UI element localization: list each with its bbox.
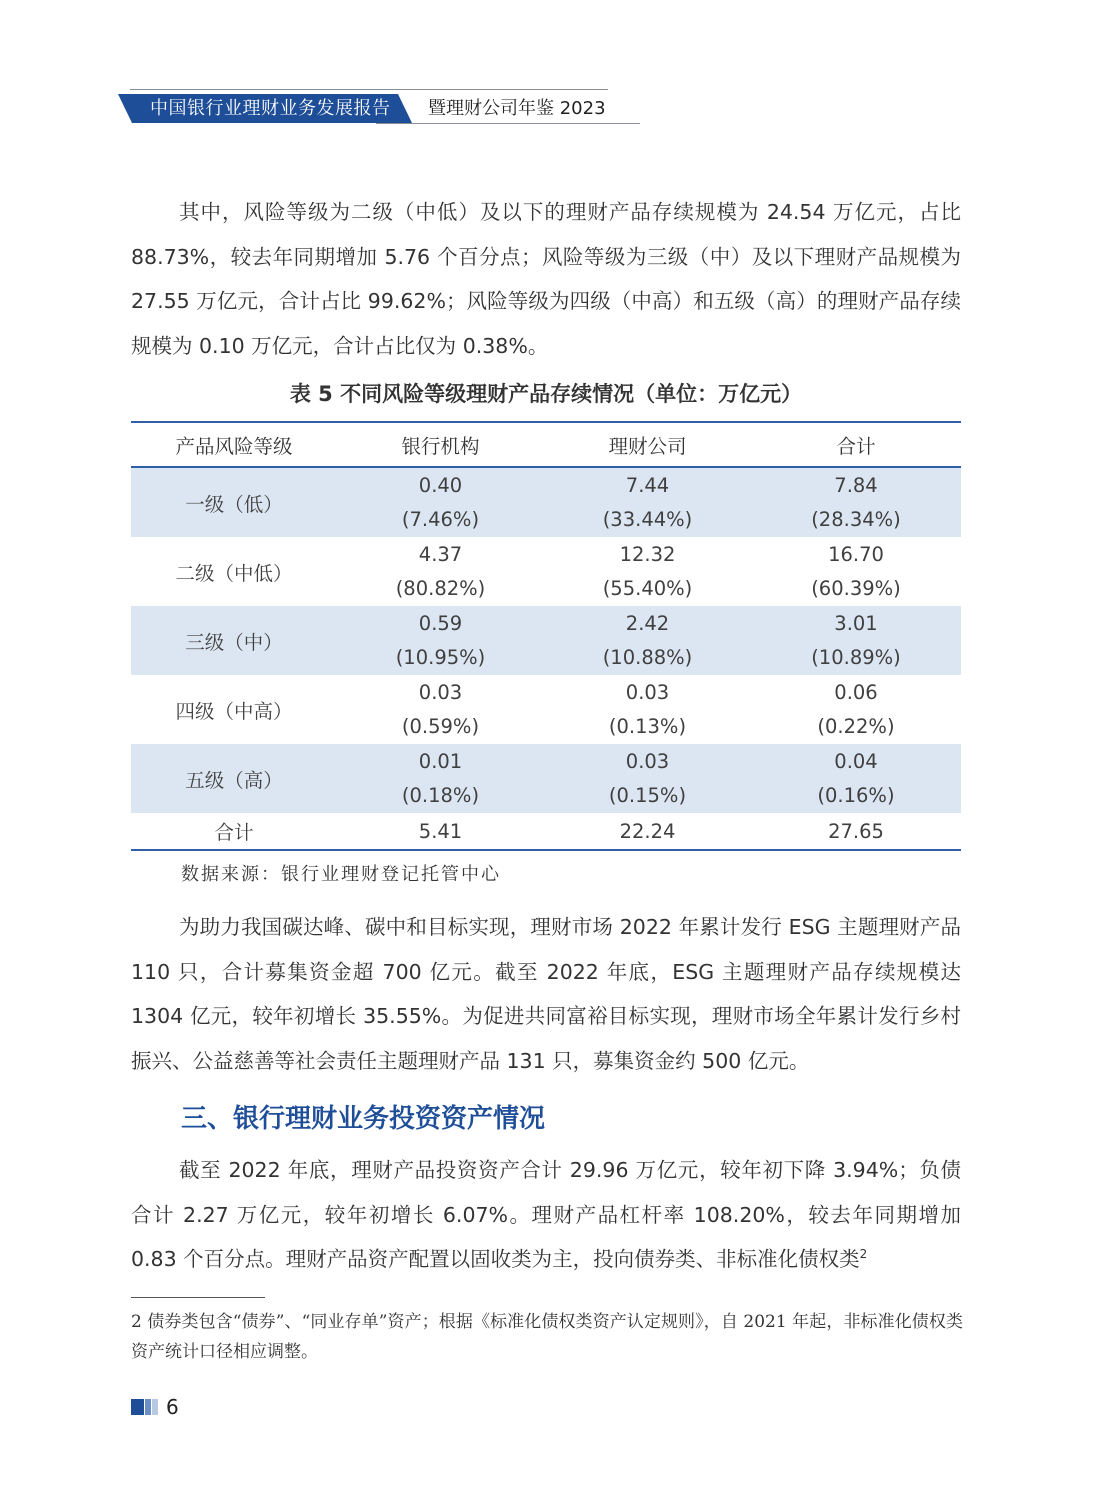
footnote-text: 2 债券类包含“债券”、“同业存单”资产；根据《标准化债权类资产认定规则》，自 2021 年起，非标准化债权类资产统计口径相应调整。 [131,1312,963,1362]
cell-total: 7.84 (28.34%) [811,473,901,531]
report-subtitle: 暨理财公司年鉴 2023 [428,98,606,119]
cell-wmc: 7.44 (33.44%) [602,473,693,531]
cell-bank: 0.01 (0.18%) [401,749,480,807]
total-bank: 5.41 [418,819,463,843]
cell-total: 0.04 (0.16%) [817,749,895,807]
row-level: 五级（高） [185,768,283,792]
page-marker-block [152,1399,158,1415]
table-row [131,468,961,537]
row-level: 一级（低） [185,492,283,516]
cell-wmc: 12.32 (55.40%) [602,542,693,600]
footnote-marker: 2 [859,1247,868,1262]
cell-wmc: 2.42 (10.88%) [602,611,693,669]
paragraph-investment-assets [131,1148,961,1282]
row-level: 二级（中低） [175,561,293,585]
col-header-total: 合计 [836,434,876,458]
col-header-level: 产品风险等级 [175,434,293,458]
total-wmc: 22.24 [619,819,676,843]
cell-total: 16.70 (60.39%) [811,542,901,600]
page-marker-block [131,1399,144,1415]
cell-bank: 0.40 (7.46%) [401,473,480,531]
table-bottom-rule [131,849,961,851]
cell-wmc: 0.03 (0.13%) [608,680,687,738]
table-title: 表 5 不同风险等级理财产品存续情况（单位：万亿元） [289,382,803,406]
report-title: 中国银行业理财业务发展报告 [150,98,391,119]
data-source-note: 数据来源：银行业理财登记托管中心 [181,864,501,885]
cell-bank: 0.59 (10.95%) [395,611,486,669]
col-header-bank: 银行机构 [401,434,480,458]
header-rule-top [130,89,608,90]
risk-level-table [131,421,961,851]
table-row [131,744,961,813]
table-row [131,675,961,744]
cell-bank: 0.03 (0.59%) [401,680,480,738]
page-number: 6 [166,1395,179,1419]
table-total-row [131,813,961,849]
table-row [131,537,961,606]
table-header-row [131,423,961,466]
total-total: 27.65 [828,819,884,843]
paragraph-risk-levels: 其中，风险等级为二级（中低）及以下的理财产品存续规模为 24.54 万亿元，占比 88.73%，较去年同期增加 5.76 个百分点；风险等级为三级（中）及以下理财产品规模为 27.55 万亿元，合计占比 99.62%；风险等级为四级（中高）和五级（高）的理财产品存续规模为 0.10 万亿元，合计占比仅为 0.38%。 [131,200,961,358]
cell-wmc: 0.03 (0.15%) [608,749,687,807]
row-level: 四级（中高） [175,699,293,723]
cell-bank: 4.37 (80.82%) [395,542,486,600]
table-row [131,606,961,675]
paragraph-investment-text: 截至 2022 年底，理财产品投资资产合计 29.96 万亿元，较年初下降 3.94%；负债合计 2.27 万亿元，较年初增长 6.07%。理财产品杠杆率 108.20%，较去年同期增加 0.83 个百分点。理财产品资产配置以固收类为主，投向债券类、非标准化债权类 [131,1158,961,1271]
header-rule-bottom [376,123,640,124]
col-header-wmc: 理财公司 [608,434,687,458]
cell-total: 3.01 (10.89%) [811,611,901,669]
page-marker-block [145,1399,151,1415]
paragraph-esg: 为助力我国碳达峰、碳中和目标实现，理财市场 2022 年累计发行 ESG 主题理财产品 110 只，合计募集资金超 700 亿元。截至 2022 年底，ESG 主题理财产品存续规模达 1304 亿元，较年初增长 35.55%。为促进共同富裕目标实现，理财市场全年累计发行乡村振兴、公益慈善等社会责任主题理财产品 131 只，募集资金约 500 亿元。 [131,915,961,1073]
footnote-rule [131,1297,265,1298]
section-heading: 三、银行理财业务投资资产情况 [181,1104,546,1134]
row-level: 三级（中） [185,630,283,654]
cell-total: 0.06 (0.22%) [817,680,895,738]
total-label: 合计 [214,821,254,844]
